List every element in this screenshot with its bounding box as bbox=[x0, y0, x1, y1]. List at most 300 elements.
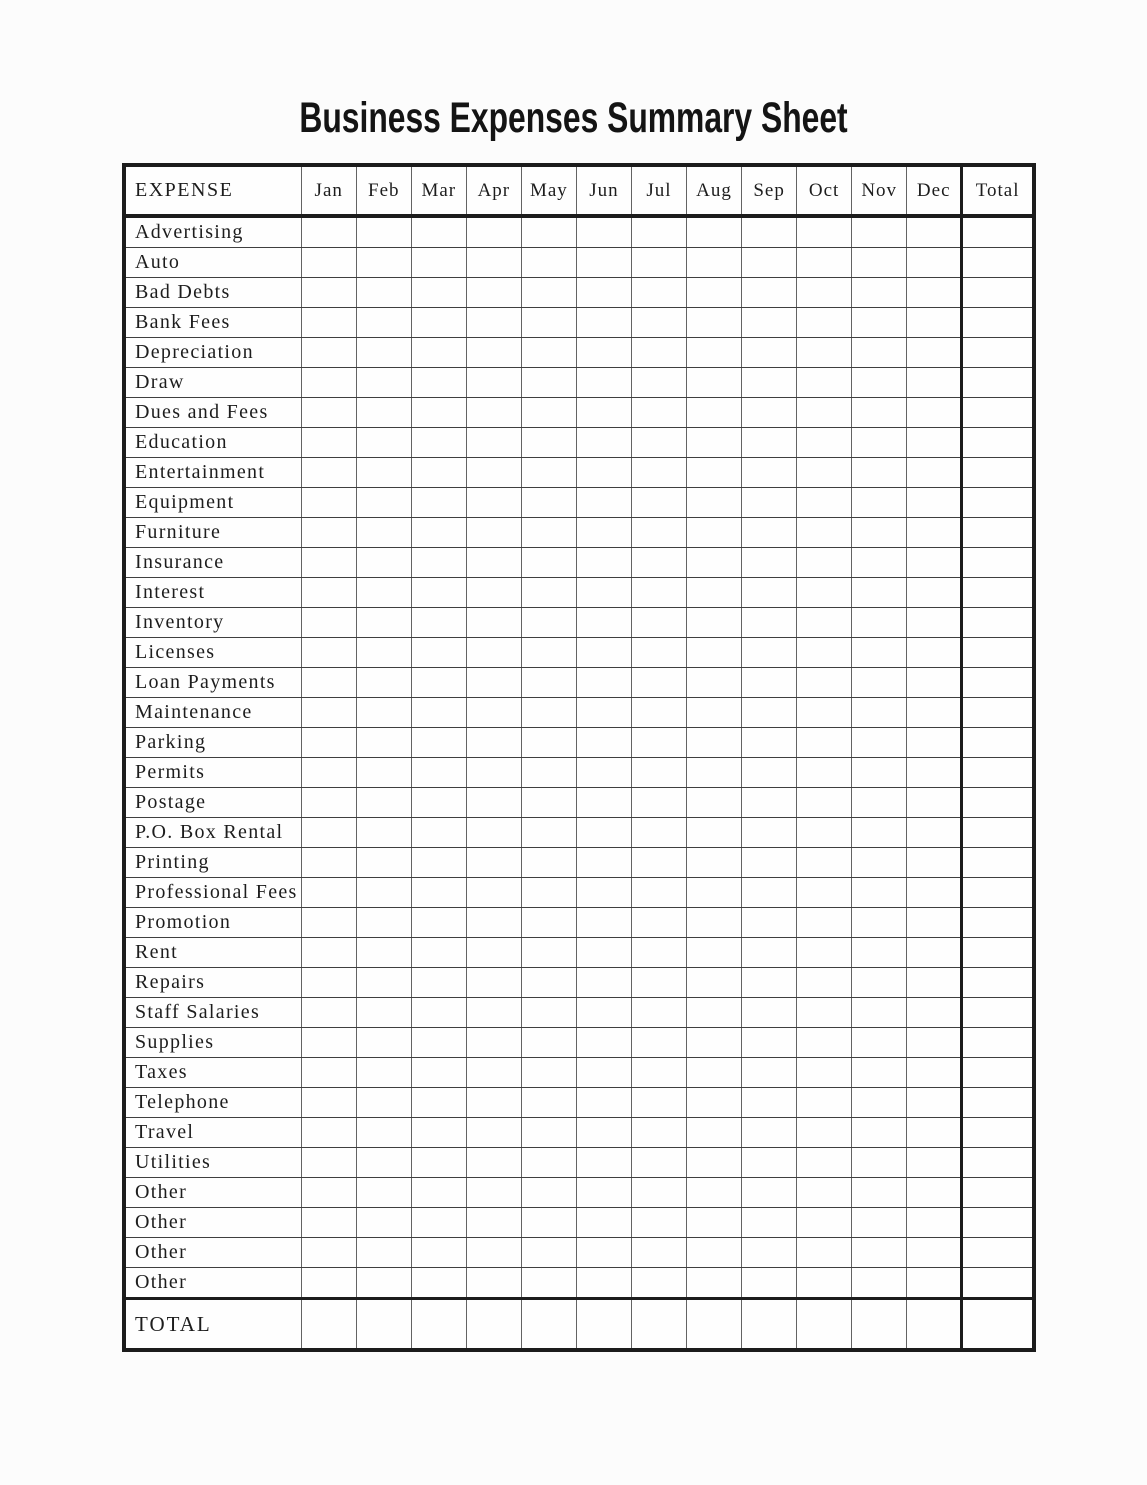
month-amount-cell bbox=[466, 1148, 521, 1178]
month-amount-cell bbox=[576, 1178, 631, 1208]
month-amount-cell bbox=[411, 216, 466, 248]
month-amount-cell bbox=[356, 938, 411, 968]
month-amount-cell bbox=[356, 1238, 411, 1268]
month-amount-cell bbox=[411, 668, 466, 698]
month-amount-cell bbox=[631, 1088, 686, 1118]
expense-header: EXPENSE bbox=[124, 165, 301, 216]
month-amount-cell bbox=[742, 1148, 797, 1178]
month-amount-cell bbox=[356, 1208, 411, 1238]
total-month-cell bbox=[742, 1299, 797, 1351]
month-amount-cell bbox=[356, 338, 411, 368]
month-amount-cell bbox=[631, 1028, 686, 1058]
month-amount-cell bbox=[411, 728, 466, 758]
expense-label: Rent bbox=[124, 938, 301, 968]
month-amount-cell bbox=[687, 998, 742, 1028]
month-amount-cell bbox=[631, 848, 686, 878]
month-amount-cell bbox=[852, 338, 907, 368]
month-amount-cell bbox=[466, 878, 521, 908]
month-amount-cell bbox=[301, 308, 356, 338]
month-amount-cell bbox=[852, 578, 907, 608]
month-amount-cell bbox=[411, 578, 466, 608]
month-amount-cell bbox=[797, 398, 852, 428]
month-amount-cell bbox=[411, 488, 466, 518]
month-amount-cell bbox=[687, 1088, 742, 1118]
expense-label: Interest bbox=[124, 578, 301, 608]
month-amount-cell bbox=[631, 338, 686, 368]
expense-label: Inventory bbox=[124, 608, 301, 638]
month-amount-cell bbox=[797, 1178, 852, 1208]
month-amount-cell bbox=[907, 668, 962, 698]
month-amount-cell bbox=[742, 668, 797, 698]
month-amount-cell bbox=[852, 216, 907, 248]
month-amount-cell bbox=[687, 1118, 742, 1148]
month-amount-cell bbox=[521, 518, 576, 548]
month-amount-cell bbox=[797, 638, 852, 668]
row-total-cell bbox=[962, 878, 1034, 908]
month-amount-cell bbox=[631, 488, 686, 518]
row-total-cell bbox=[962, 1058, 1034, 1088]
month-amount-cell bbox=[687, 698, 742, 728]
month-amount-cell bbox=[576, 578, 631, 608]
month-amount-cell bbox=[907, 878, 962, 908]
month-amount-cell bbox=[797, 878, 852, 908]
month-amount-cell bbox=[356, 458, 411, 488]
month-amount-cell bbox=[356, 398, 411, 428]
row-total-cell bbox=[962, 818, 1034, 848]
expense-row bbox=[124, 908, 1034, 938]
month-amount-cell bbox=[687, 938, 742, 968]
month-amount-cell bbox=[797, 1058, 852, 1088]
month-amount-cell bbox=[576, 518, 631, 548]
month-amount-cell bbox=[797, 1238, 852, 1268]
row-total-cell bbox=[962, 1208, 1034, 1238]
month-amount-cell bbox=[521, 638, 576, 668]
grand-total-cell bbox=[962, 1299, 1034, 1351]
month-amount-cell bbox=[907, 938, 962, 968]
month-amount-cell bbox=[797, 308, 852, 338]
total-month-cell bbox=[631, 1299, 686, 1351]
month-amount-cell bbox=[466, 728, 521, 758]
expense-row bbox=[124, 216, 1034, 248]
month-amount-cell bbox=[687, 608, 742, 638]
month-amount-cell bbox=[687, 878, 742, 908]
month-amount-cell bbox=[742, 968, 797, 998]
month-amount-cell bbox=[797, 1118, 852, 1148]
row-total-cell bbox=[962, 1238, 1034, 1268]
month-amount-cell bbox=[411, 1028, 466, 1058]
month-amount-cell bbox=[852, 398, 907, 428]
total-month-cell bbox=[301, 1299, 356, 1351]
month-amount-cell bbox=[411, 698, 466, 728]
month-amount-cell bbox=[576, 216, 631, 248]
month-amount-cell bbox=[852, 638, 907, 668]
month-amount-cell bbox=[742, 728, 797, 758]
month-amount-cell bbox=[301, 1208, 356, 1238]
month-amount-cell bbox=[521, 818, 576, 848]
month-amount-cell bbox=[907, 848, 962, 878]
month-amount-cell bbox=[466, 818, 521, 848]
expense-label: Bad Debts bbox=[124, 278, 301, 308]
month-amount-cell bbox=[797, 248, 852, 278]
row-total-cell bbox=[962, 968, 1034, 998]
month-amount-cell bbox=[631, 578, 686, 608]
month-amount-cell bbox=[907, 608, 962, 638]
month-amount-cell bbox=[687, 398, 742, 428]
month-amount-cell bbox=[466, 578, 521, 608]
month-amount-cell bbox=[411, 908, 466, 938]
month-amount-cell bbox=[687, 458, 742, 488]
month-amount-cell bbox=[301, 398, 356, 428]
month-amount-cell bbox=[687, 638, 742, 668]
month-amount-cell bbox=[742, 216, 797, 248]
row-total-cell bbox=[962, 1268, 1034, 1299]
month-amount-cell bbox=[742, 878, 797, 908]
month-amount-cell bbox=[687, 908, 742, 938]
row-total-cell bbox=[962, 608, 1034, 638]
month-amount-cell bbox=[521, 758, 576, 788]
month-amount-cell bbox=[907, 338, 962, 368]
month-amount-cell bbox=[907, 428, 962, 458]
expense-label: Repairs bbox=[124, 968, 301, 998]
month-amount-cell bbox=[356, 608, 411, 638]
month-amount-cell bbox=[301, 698, 356, 728]
month-amount-cell bbox=[466, 848, 521, 878]
month-amount-cell bbox=[687, 758, 742, 788]
expense-row bbox=[124, 428, 1034, 458]
row-total-cell bbox=[962, 1148, 1034, 1178]
expense-label: Promotion bbox=[124, 908, 301, 938]
expense-row bbox=[124, 1118, 1034, 1148]
month-amount-cell bbox=[907, 1118, 962, 1148]
month-amount-cell bbox=[411, 968, 466, 998]
month-amount-cell bbox=[356, 1088, 411, 1118]
month-amount-cell bbox=[356, 488, 411, 518]
expense-row bbox=[124, 248, 1034, 278]
month-amount-cell bbox=[466, 368, 521, 398]
month-amount-cell bbox=[797, 608, 852, 638]
month-amount-cell bbox=[356, 278, 411, 308]
row-total-cell bbox=[962, 458, 1034, 488]
month-amount-cell bbox=[797, 788, 852, 818]
expense-label: Postage bbox=[124, 788, 301, 818]
month-amount-cell bbox=[742, 548, 797, 578]
month-amount-cell bbox=[576, 1268, 631, 1299]
month-amount-cell bbox=[576, 1148, 631, 1178]
month-amount-cell bbox=[907, 788, 962, 818]
month-amount-cell bbox=[411, 998, 466, 1028]
row-total-cell bbox=[962, 998, 1034, 1028]
month-amount-cell bbox=[576, 368, 631, 398]
row-total-cell bbox=[962, 1088, 1034, 1118]
month-amount-cell bbox=[687, 1178, 742, 1208]
month-amount-cell bbox=[797, 1028, 852, 1058]
month-amount-cell bbox=[687, 1208, 742, 1238]
month-amount-cell bbox=[411, 1208, 466, 1238]
month-amount-cell bbox=[576, 998, 631, 1028]
month-amount-cell bbox=[852, 1118, 907, 1148]
month-amount-cell bbox=[521, 1148, 576, 1178]
month-amount-cell bbox=[301, 1148, 356, 1178]
month-amount-cell bbox=[742, 818, 797, 848]
month-amount-cell bbox=[301, 848, 356, 878]
month-amount-cell bbox=[742, 608, 797, 638]
month-amount-cell bbox=[907, 698, 962, 728]
month-amount-cell bbox=[301, 638, 356, 668]
expense-label: Entertainment bbox=[124, 458, 301, 488]
month-amount-cell bbox=[576, 488, 631, 518]
month-amount-cell bbox=[301, 488, 356, 518]
total-month-cell bbox=[466, 1299, 521, 1351]
month-amount-cell bbox=[521, 878, 576, 908]
month-amount-cell bbox=[797, 1088, 852, 1118]
expense-row bbox=[124, 998, 1034, 1028]
expense-row bbox=[124, 758, 1034, 788]
month-amount-cell bbox=[797, 848, 852, 878]
month-amount-cell bbox=[356, 728, 411, 758]
month-amount-cell bbox=[356, 788, 411, 818]
month-amount-cell bbox=[356, 758, 411, 788]
month-amount-cell bbox=[687, 488, 742, 518]
month-amount-cell bbox=[411, 518, 466, 548]
month-amount-cell bbox=[466, 638, 521, 668]
month-amount-cell bbox=[466, 608, 521, 638]
month-amount-cell bbox=[687, 216, 742, 248]
month-amount-cell bbox=[576, 308, 631, 338]
total-month-cell bbox=[411, 1299, 466, 1351]
month-amount-cell bbox=[521, 428, 576, 458]
month-amount-cell bbox=[356, 1178, 411, 1208]
month-amount-cell bbox=[521, 938, 576, 968]
month-amount-cell bbox=[631, 518, 686, 548]
month-amount-cell bbox=[356, 668, 411, 698]
month-amount-cell bbox=[687, 1148, 742, 1178]
month-amount-cell bbox=[631, 1268, 686, 1299]
month-amount-cell bbox=[797, 818, 852, 848]
month-amount-cell bbox=[687, 548, 742, 578]
month-amount-cell bbox=[521, 788, 576, 818]
month-amount-cell bbox=[521, 458, 576, 488]
month-amount-cell bbox=[301, 578, 356, 608]
month-amount-cell bbox=[521, 608, 576, 638]
expense-label: P.O. Box Rental bbox=[124, 818, 301, 848]
expense-row bbox=[124, 1088, 1034, 1118]
total-month-cell bbox=[576, 1299, 631, 1351]
month-header: Aug bbox=[687, 165, 742, 216]
month-amount-cell bbox=[521, 1208, 576, 1238]
month-amount-cell bbox=[687, 578, 742, 608]
month-amount-cell bbox=[466, 1268, 521, 1299]
month-amount-cell bbox=[466, 758, 521, 788]
expense-label: Utilities bbox=[124, 1148, 301, 1178]
month-amount-cell bbox=[907, 1148, 962, 1178]
month-amount-cell bbox=[797, 668, 852, 698]
month-amount-cell bbox=[631, 938, 686, 968]
row-total-cell bbox=[962, 548, 1034, 578]
expense-row bbox=[124, 488, 1034, 518]
month-amount-cell bbox=[521, 848, 576, 878]
month-amount-cell bbox=[301, 278, 356, 308]
row-total-cell bbox=[962, 698, 1034, 728]
month-amount-cell bbox=[521, 216, 576, 248]
month-amount-cell bbox=[356, 998, 411, 1028]
expense-label: Staff Salaries bbox=[124, 998, 301, 1028]
row-total-cell bbox=[962, 1178, 1034, 1208]
month-amount-cell bbox=[576, 398, 631, 428]
month-amount-cell bbox=[466, 1238, 521, 1268]
month-amount-cell bbox=[411, 278, 466, 308]
month-amount-cell bbox=[521, 548, 576, 578]
expense-label: Telephone bbox=[124, 1088, 301, 1118]
month-amount-cell bbox=[852, 668, 907, 698]
expense-label: Depreciation bbox=[124, 338, 301, 368]
month-amount-cell bbox=[411, 758, 466, 788]
expense-row bbox=[124, 668, 1034, 698]
month-amount-cell bbox=[466, 788, 521, 818]
month-amount-cell bbox=[631, 308, 686, 338]
expense-row bbox=[124, 518, 1034, 548]
row-total-cell bbox=[962, 338, 1034, 368]
month-amount-cell bbox=[631, 638, 686, 668]
month-amount-cell bbox=[521, 368, 576, 398]
month-amount-cell bbox=[576, 878, 631, 908]
expense-label: Parking bbox=[124, 728, 301, 758]
row-total-cell bbox=[962, 1118, 1034, 1148]
month-amount-cell bbox=[907, 818, 962, 848]
month-amount-cell bbox=[631, 758, 686, 788]
total-header: Total bbox=[962, 165, 1034, 216]
month-amount-cell bbox=[521, 1088, 576, 1118]
month-amount-cell bbox=[576, 548, 631, 578]
month-amount-cell bbox=[411, 428, 466, 458]
month-amount-cell bbox=[852, 428, 907, 458]
month-amount-cell bbox=[631, 728, 686, 758]
expense-label: Printing bbox=[124, 848, 301, 878]
month-amount-cell bbox=[742, 308, 797, 338]
month-amount-cell bbox=[466, 1208, 521, 1238]
row-total-cell bbox=[962, 938, 1034, 968]
expense-row bbox=[124, 698, 1034, 728]
month-amount-cell bbox=[687, 428, 742, 458]
expense-row bbox=[124, 278, 1034, 308]
month-amount-cell bbox=[852, 758, 907, 788]
month-amount-cell bbox=[301, 1268, 356, 1299]
month-amount-cell bbox=[576, 728, 631, 758]
month-amount-cell bbox=[576, 698, 631, 728]
month-amount-cell bbox=[797, 368, 852, 398]
month-amount-cell bbox=[742, 1238, 797, 1268]
month-amount-cell bbox=[687, 1268, 742, 1299]
month-amount-cell bbox=[521, 308, 576, 338]
month-amount-cell bbox=[466, 308, 521, 338]
month-amount-cell bbox=[521, 998, 576, 1028]
month-amount-cell bbox=[687, 278, 742, 308]
month-amount-cell bbox=[411, 1238, 466, 1268]
month-amount-cell bbox=[576, 1088, 631, 1118]
month-amount-cell bbox=[301, 818, 356, 848]
month-amount-cell bbox=[466, 1088, 521, 1118]
month-amount-cell bbox=[521, 248, 576, 278]
month-amount-cell bbox=[576, 908, 631, 938]
expense-label: Loan Payments bbox=[124, 668, 301, 698]
month-amount-cell bbox=[301, 368, 356, 398]
month-amount-cell bbox=[576, 788, 631, 818]
month-amount-cell bbox=[797, 458, 852, 488]
month-amount-cell bbox=[797, 728, 852, 758]
month-amount-cell bbox=[576, 668, 631, 698]
month-amount-cell bbox=[466, 908, 521, 938]
month-amount-cell bbox=[356, 216, 411, 248]
month-amount-cell bbox=[742, 638, 797, 668]
month-amount-cell bbox=[576, 608, 631, 638]
month-amount-cell bbox=[742, 428, 797, 458]
month-amount-cell bbox=[907, 548, 962, 578]
month-amount-cell bbox=[521, 908, 576, 938]
expense-row bbox=[124, 578, 1034, 608]
expense-label: Other bbox=[124, 1178, 301, 1208]
month-amount-cell bbox=[852, 278, 907, 308]
row-total-cell bbox=[962, 758, 1034, 788]
table-body bbox=[124, 216, 1034, 1299]
month-amount-cell bbox=[852, 818, 907, 848]
expense-row bbox=[124, 1238, 1034, 1268]
month-amount-cell bbox=[852, 998, 907, 1028]
expense-row bbox=[124, 638, 1034, 668]
month-amount-cell bbox=[411, 1178, 466, 1208]
month-amount-cell bbox=[687, 818, 742, 848]
month-amount-cell bbox=[356, 578, 411, 608]
month-amount-cell bbox=[576, 428, 631, 458]
month-amount-cell bbox=[301, 1118, 356, 1148]
month-amount-cell bbox=[466, 668, 521, 698]
month-amount-cell bbox=[411, 548, 466, 578]
month-amount-cell bbox=[411, 308, 466, 338]
expense-row bbox=[124, 1058, 1034, 1088]
expense-label: Auto bbox=[124, 248, 301, 278]
month-amount-cell bbox=[631, 908, 686, 938]
month-amount-cell bbox=[521, 338, 576, 368]
expense-row bbox=[124, 878, 1034, 908]
month-amount-cell bbox=[521, 1028, 576, 1058]
month-amount-cell bbox=[466, 998, 521, 1028]
expense-label: Bank Fees bbox=[124, 308, 301, 338]
month-amount-cell bbox=[356, 248, 411, 278]
month-amount-cell bbox=[907, 728, 962, 758]
month-amount-cell bbox=[907, 1238, 962, 1268]
total-month-cell bbox=[356, 1299, 411, 1351]
row-total-cell bbox=[962, 488, 1034, 518]
month-amount-cell bbox=[576, 278, 631, 308]
expense-label: Licenses bbox=[124, 638, 301, 668]
total-row-label: TOTAL bbox=[124, 1299, 301, 1351]
month-amount-cell bbox=[907, 968, 962, 998]
month-amount-cell bbox=[852, 878, 907, 908]
month-amount-cell bbox=[631, 788, 686, 818]
expense-row bbox=[124, 818, 1034, 848]
month-amount-cell bbox=[797, 1148, 852, 1178]
month-amount-cell bbox=[301, 908, 356, 938]
month-amount-cell bbox=[907, 908, 962, 938]
month-amount-cell bbox=[466, 968, 521, 998]
month-amount-cell bbox=[687, 788, 742, 818]
expense-label: Supplies bbox=[124, 1028, 301, 1058]
month-amount-cell bbox=[797, 998, 852, 1028]
month-amount-cell bbox=[907, 998, 962, 1028]
expense-row bbox=[124, 338, 1034, 368]
month-amount-cell bbox=[356, 518, 411, 548]
month-amount-cell bbox=[466, 248, 521, 278]
month-amount-cell bbox=[301, 758, 356, 788]
month-amount-cell bbox=[852, 368, 907, 398]
